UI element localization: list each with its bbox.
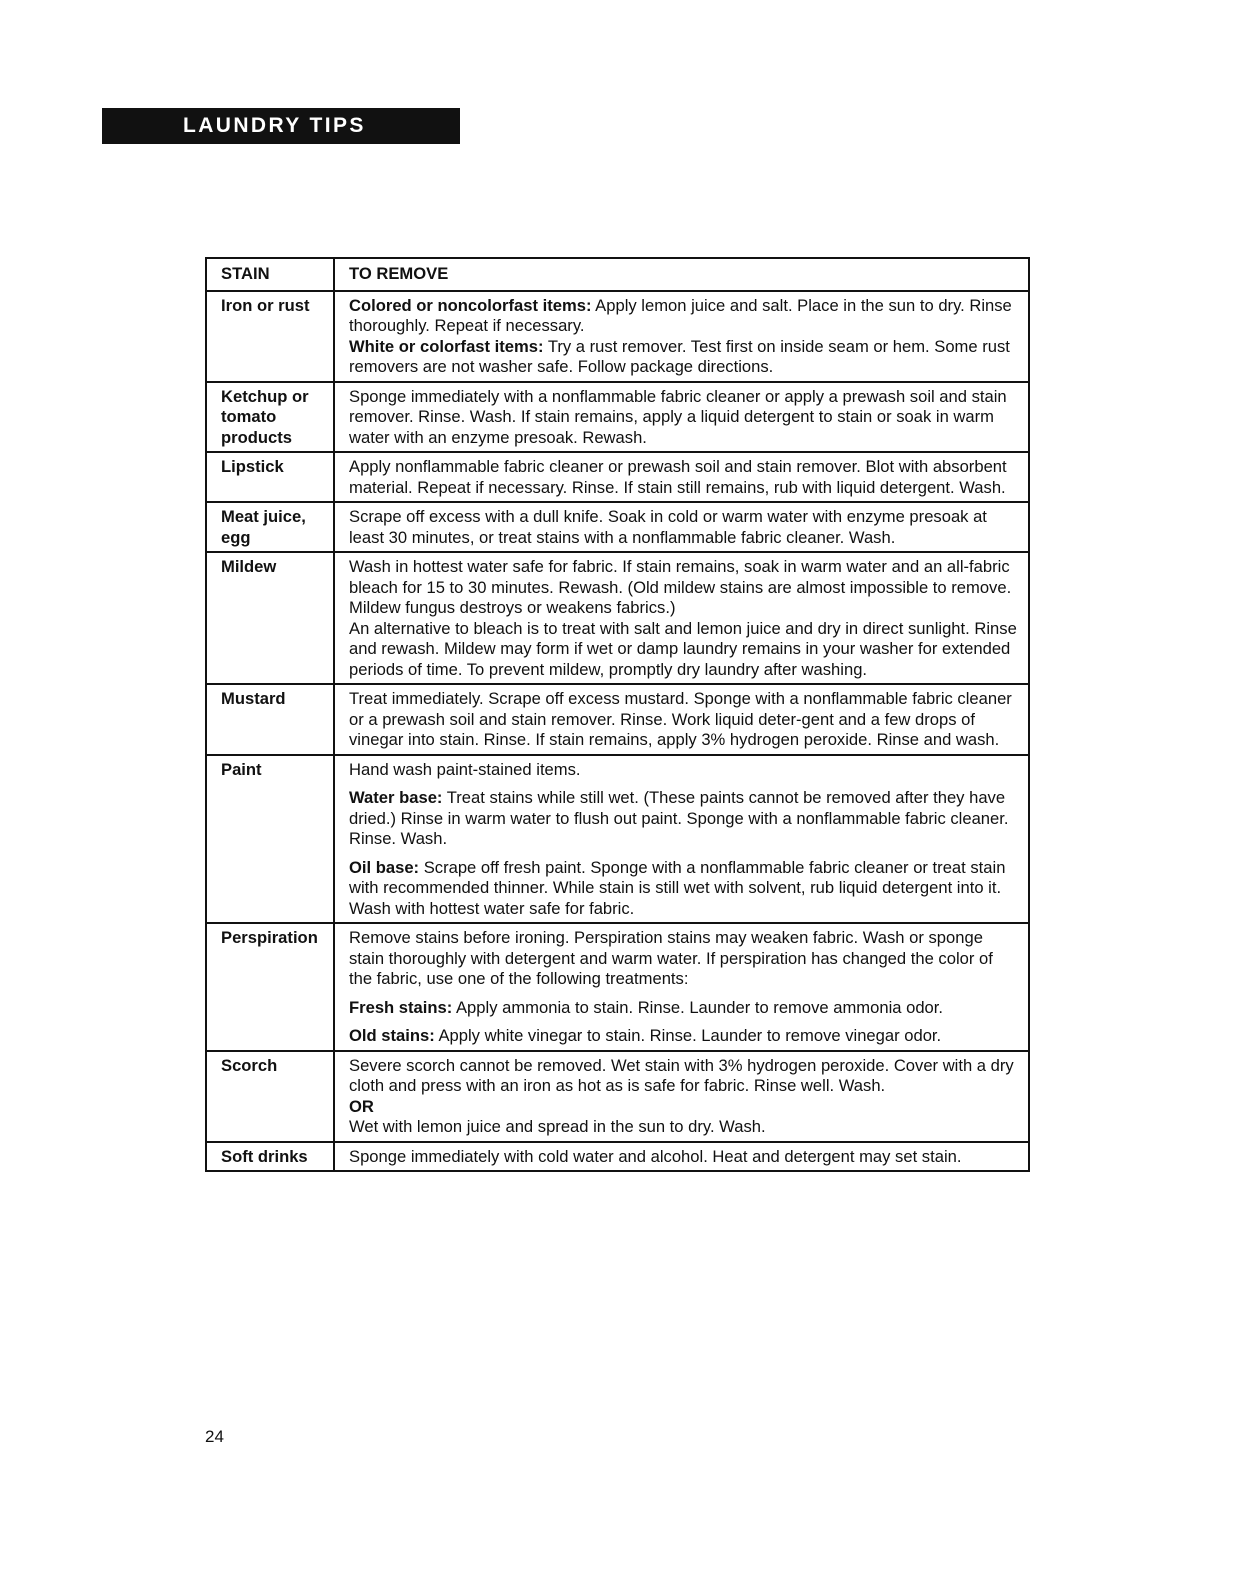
table-row <box>206 552 1029 684</box>
table-row <box>206 755 1029 924</box>
removal-instructions <box>334 1051 1029 1142</box>
instruction-paragraph <box>349 557 1020 619</box>
table-row <box>206 502 1029 552</box>
stain-name: Ketchup or tomato products <box>206 382 334 453</box>
instruction-paragraph <box>349 619 1020 681</box>
stain-name: Iron or rust <box>206 291 334 382</box>
instruction-lead: Old stains: <box>349 1026 435 1045</box>
instruction-text: Treat immediately. Scrape off excess mustard. Sponge with a nonflammable fabric cleaner or a prewash soil and stain remover. Rinse. Work liquid deter-gent and a few drops of vinegar into stain. Rinse. If stain remains, apply 3% hydrogen peroxide. Rinse and wash. <box>349 689 1012 749</box>
stain-name: Paint <box>206 755 334 924</box>
instruction-paragraph <box>349 387 1020 449</box>
table-row <box>206 1051 1029 1142</box>
instruction-text: Apply nonflammable fabric cleaner or prewash soil and stain remover. Blot with absorbent material. Repeat if necessary. Rinse. If stain still remains, rub with liquid detergent. Wash. <box>349 457 1007 497</box>
removal-instructions <box>334 552 1029 684</box>
column-header-to-remove: TO REMOVE <box>334 258 1029 291</box>
removal-instructions <box>334 291 1029 382</box>
instruction-lead: Water base: <box>349 788 443 807</box>
instruction-text: Scrape off excess with a dull knife. Soak in cold or warm water with enzyme presoak at least 30 minutes, or treat stains with a nonflammable fabric cleaner. Wash. <box>349 507 987 547</box>
instruction-paragraph <box>349 788 1020 850</box>
section-header-bar <box>102 108 460 144</box>
instruction-paragraph <box>349 998 1020 1019</box>
instruction-lead: Colored or noncolorfast items: <box>349 295 592 315</box>
removal-instructions <box>334 382 1029 453</box>
instruction-text: Apply ammonia to stain. Rinse. Launder to remove ammonia odor. <box>452 997 943 1017</box>
instruction-text: Severe scorch cannot be removed. Wet stain with 3% hydrogen peroxide. Cover with a dry cloth and press with an iron as hot as is safe for fabric. Rinse well. Wash. <box>349 1055 1014 1095</box>
instruction-text: Sponge immediately with a nonflammable fabric cleaner or apply a prewash soil and stain remover. Rinse. Wash. If stain remains, apply a liquid detergent to stain or soak in warm water with an enzyme presoak. Rewash. <box>349 386 1007 447</box>
table-row <box>206 1142 1029 1172</box>
removal-instructions <box>334 755 1029 924</box>
instruction-paragraph <box>349 507 1020 548</box>
stain-name: Mildew <box>206 552 334 684</box>
instruction-paragraph <box>349 760 1020 781</box>
instruction-paragraph <box>349 457 1020 498</box>
instruction-lead: OR <box>349 1096 374 1116</box>
page-number: 24 <box>205 1427 224 1446</box>
instruction-text: Sponge immediately with cold water and alcohol. Heat and detergent may set stain. <box>349 1146 962 1166</box>
instruction-text: Wash in hottest water safe for fabric. If stain remains, soak in warm water and an all-fabric bleach for 15 to 30 minutes. Rewash. (Old mildew stains are almost impossible to remove. Mildew fungus destroys or weakens fabrics.) <box>349 557 1012 617</box>
removal-instructions <box>334 502 1029 552</box>
instruction-lead: Oil base: <box>349 857 420 877</box>
instruction-paragraph <box>349 858 1020 920</box>
instruction-paragraph <box>349 1056 1020 1097</box>
instruction-text: Try a rust remover. Test first on inside seam or hem. Some rust removers are not washer safe. Follow package directions. <box>349 336 1010 376</box>
instruction-text: Apply lemon juice and salt. Place in the sun to dry. Rinse thoroughly. Repeat if necessary. <box>349 295 1012 335</box>
instruction-text: An alternative to bleach is to treat with salt and lemon juice and dry in direct sunlight. Rinse and rewash. Mildew may form if wet or damp laundry remains in your washer for extended periods of time. To prevent mildew, promptly dry laundry after washing. <box>349 618 1017 679</box>
instruction-paragraph <box>349 296 1020 337</box>
stain-name: Meat juice, egg <box>206 502 334 552</box>
instruction-paragraph <box>349 1026 1020 1047</box>
instruction-lead: Fresh stains: <box>349 997 453 1017</box>
instruction-text: Hand wash paint-stained items. <box>349 759 581 779</box>
removal-instructions <box>334 923 1029 1051</box>
section-title: LAUNDRY TIPS <box>183 114 366 137</box>
table-body <box>206 291 1029 1172</box>
column-header-stain: STAIN <box>206 258 334 291</box>
stain-name: Perspiration <box>206 923 334 1051</box>
instruction-text: Wet with lemon juice and spread in the sun to dry. Wash. <box>349 1117 766 1136</box>
instruction-paragraph <box>349 1097 1020 1118</box>
instruction-paragraph <box>349 337 1020 378</box>
instruction-text: Treat stains while still wet. (These paints cannot be removed after they have dried.) Rinse in warm water to flush out paint. Sponge with a nonflammable fabric cleaner. Rinse. Wash. <box>349 788 1009 848</box>
table-header-row <box>206 258 1029 291</box>
table-row <box>206 923 1029 1051</box>
instruction-paragraph <box>349 1147 1020 1168</box>
removal-instructions <box>334 1142 1029 1172</box>
instruction-paragraph <box>349 1117 1020 1138</box>
stain-removal-table <box>205 257 1030 1172</box>
instruction-text: Remove stains before ironing. Perspiration stains may weaken fabric. Wash or sponge stain thoroughly with detergent and warm water. If perspiration has changed the color of the fabric, use one of the following treatments: <box>349 928 993 988</box>
stain-name: Soft drinks <box>206 1142 334 1172</box>
instruction-text: Scrape off fresh paint. Sponge with a nonflammable fabric cleaner or treat stain with recommended thinner. While stain is still wet with solvent, rub liquid detergent into it. Wash with hottest water safe for fabric. <box>349 857 1006 918</box>
removal-instructions <box>334 452 1029 502</box>
table-row <box>206 684 1029 755</box>
instruction-paragraph <box>349 689 1020 751</box>
instruction-paragraph <box>349 928 1020 990</box>
table-row <box>206 382 1029 453</box>
stain-name: Scorch <box>206 1051 334 1142</box>
table-row <box>206 291 1029 382</box>
stain-name: Lipstick <box>206 452 334 502</box>
instruction-text: Apply white vinegar to stain. Rinse. Launder to remove vinegar odor. <box>434 1026 942 1045</box>
table-row <box>206 452 1029 502</box>
stain-name: Mustard <box>206 684 334 755</box>
instruction-lead: White or colorfast items: <box>349 336 544 356</box>
removal-instructions <box>334 684 1029 755</box>
